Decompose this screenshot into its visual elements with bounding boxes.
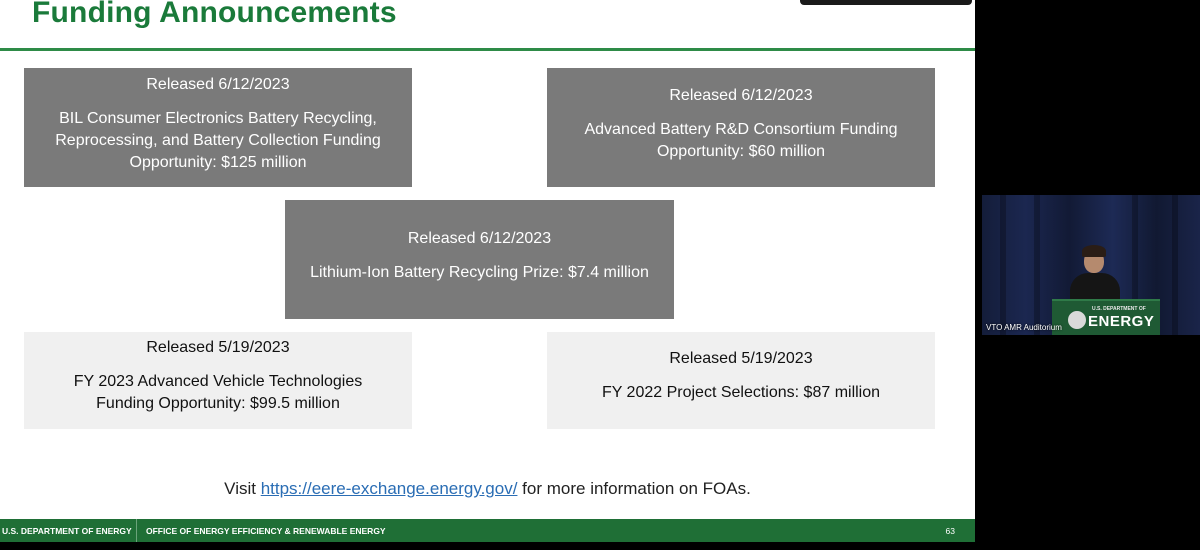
card-name: Lithium-Ion Battery Recycling Prize [310, 264, 560, 281]
card-description [566, 119, 916, 163]
visit-prefix: Visit [224, 479, 261, 498]
podium-small-text: U.S. DEPARTMENT OF [1092, 306, 1146, 312]
card-name: BIL Consumer Electronics Battery Recycling, Reprocessing, and Battery Collection Funding Opportunity [55, 110, 381, 171]
funding-card-5 [547, 332, 935, 429]
footer-divider [136, 519, 137, 542]
podium-big-text: ENERGY [1088, 313, 1155, 330]
visit-suffix: for more information on FOAs. [517, 479, 751, 498]
podium [1052, 299, 1160, 335]
curtain-fold [1000, 195, 1006, 335]
card-amount: : $99.5 million [241, 395, 340, 412]
speaker-hair [1082, 245, 1106, 257]
eere-exchange-link[interactable]: https://eere-exchange.energy.gov/ [260, 479, 518, 498]
card-amount: : $60 million [739, 143, 826, 160]
card-release-date: Released 5/19/2023 [146, 339, 290, 356]
card-amount: : $87 million [794, 384, 881, 401]
funding-card-4 [24, 332, 412, 429]
card-release-date: Released 6/12/2023 [669, 87, 813, 104]
card-release-date: Released 6/12/2023 [146, 76, 290, 93]
card-name: Advanced Battery R&D Consortium Funding Opportunity [584, 121, 898, 160]
slide-page-number: 63 [945, 526, 955, 536]
funding-card-3 [285, 200, 674, 319]
speaker-video-tile[interactable] [982, 195, 1200, 335]
curtain-fold [1172, 195, 1178, 335]
card-description [24, 108, 412, 174]
card-description [310, 262, 649, 284]
footer-office: OFFICE OF ENERGY EFFICIENCY & RENEWABLE ENERGY [146, 526, 386, 536]
funding-card-2 [547, 68, 935, 187]
title-divider [0, 48, 975, 51]
card-release-date: Released 5/19/2023 [669, 350, 813, 367]
footer-doe: U.S. DEPARTMENT OF ENERGY [2, 526, 132, 536]
visit-line [0, 479, 975, 499]
slide-footer [0, 519, 975, 542]
slide-title: Funding Announcements [32, 0, 397, 29]
card-description [53, 371, 383, 415]
card-amount: : $125 million [212, 154, 307, 171]
meeting-toolbar-handle[interactable] [800, 0, 972, 5]
doe-seal-icon [1066, 309, 1088, 331]
card-description [602, 382, 880, 404]
bottom-strip [0, 542, 1200, 550]
curtain-fold [1034, 195, 1040, 335]
card-name: FY 2022 Project Selections [601, 384, 795, 401]
video-participant-label: VTO AMR Auditorium [986, 323, 1062, 332]
card-release-date: Released 6/12/2023 [407, 230, 552, 247]
funding-card-1 [24, 68, 412, 187]
card-name: FY 2023 Advanced Vehicle Technologies Funding Opportunity [73, 373, 363, 412]
card-amount: : $7.4 million [559, 264, 649, 281]
